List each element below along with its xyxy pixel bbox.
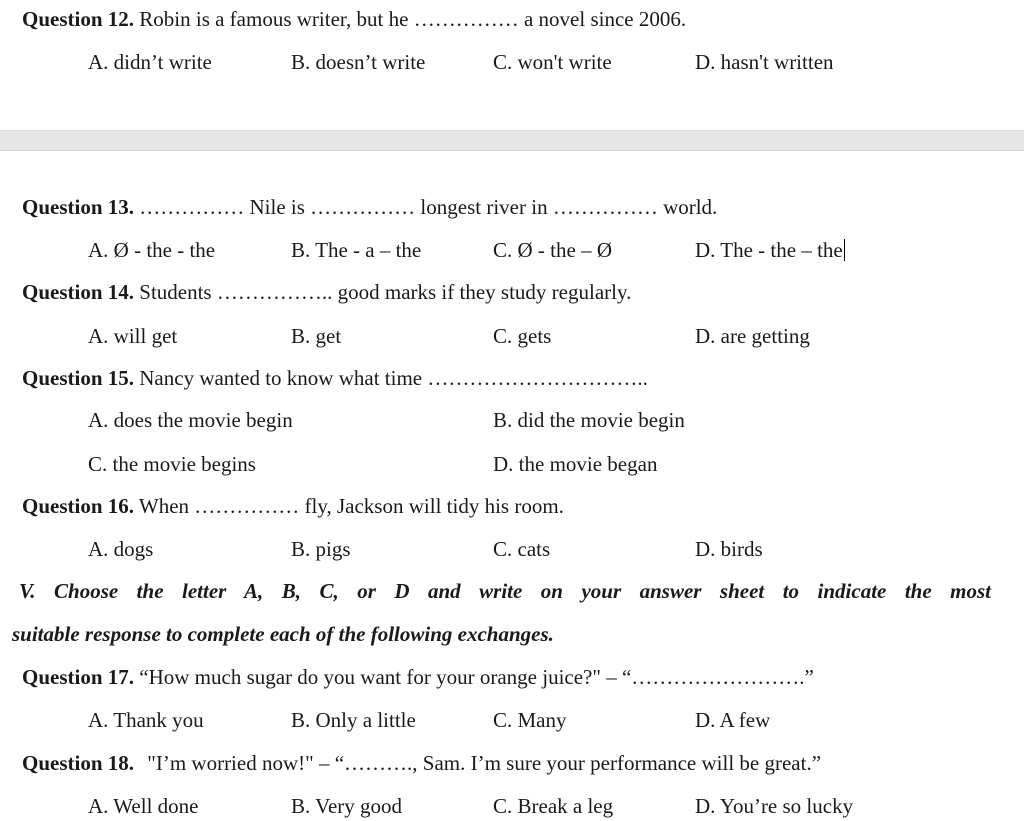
question-14: [22, 280, 631, 304]
option-a: A. didn’t write: [88, 50, 212, 74]
question-12: [22, 7, 686, 31]
option-a: A. will get: [88, 324, 178, 348]
option-a: A. Well done: [88, 794, 199, 818]
option-c: C. Ø - the – Ø: [493, 238, 612, 262]
option-b: B. Only a little: [291, 708, 416, 732]
option-d: D. birds: [695, 537, 763, 561]
question-text: Students …………….. good marks if they study regularly.: [139, 280, 632, 304]
option-a: A. Thank you: [88, 708, 204, 732]
question-text: “How much sugar do you want for your orange juice?" – “…………………….”: [139, 665, 814, 689]
option-d: D. The - the – the: [695, 238, 843, 262]
question-number: Question 12.: [22, 7, 135, 31]
page-break-separator: [0, 130, 1024, 151]
option-c: C. Many: [493, 708, 567, 732]
option-d: D. are getting: [695, 324, 810, 348]
question-15: [22, 366, 648, 390]
option-b: B. pigs: [291, 537, 351, 561]
option-c: C. Break a leg: [493, 794, 614, 818]
question-number: Question 14.: [22, 280, 135, 304]
option-d: D. hasn't written: [695, 50, 834, 74]
option-d: D. the movie began: [493, 452, 658, 476]
question-17: [22, 665, 814, 689]
question-number: Question 13.: [22, 195, 135, 219]
option-b: B. did the movie begin: [493, 408, 685, 432]
question-number: Question 18.: [22, 751, 135, 775]
question-text: Nancy wanted to know what time …………………………..: [139, 366, 648, 390]
question-number: Question 17.: [22, 665, 135, 689]
question-number: Question 16.: [22, 494, 135, 518]
option-b: B. The - a – the: [291, 238, 422, 262]
question-text: …………… Nile is …………… longest river in …………… world.: [139, 195, 718, 219]
option-b: B. doesn’t write: [291, 50, 426, 74]
question-text: When …………… fly, Jackson will tidy his room.: [138, 494, 564, 518]
option-c: C. won't write: [493, 50, 612, 74]
question-13: [22, 195, 717, 219]
question-text: "I’m worried now!" – “………., Sam. I’m sure your performance will be great.”: [147, 751, 822, 775]
option-d: D. You’re so lucky: [695, 794, 854, 818]
option-a: A. does the movie begin: [88, 408, 293, 432]
question-18: [22, 751, 821, 775]
section-v-instruction-line-2: suitable response to complete each of the following exchanges.: [12, 622, 554, 646]
option-c: C. cats: [493, 537, 551, 561]
option-b: B. get: [291, 324, 342, 348]
option-c: C. the movie begins: [88, 452, 256, 476]
option-d: D. A few: [695, 708, 771, 732]
option-a: A. Ø - the - the: [88, 238, 216, 262]
option-a: A. dogs: [88, 537, 154, 561]
text-cursor: [844, 239, 845, 261]
section-v-instruction-line-1: V. Choose the letter A, B, C, or D and write on your answer sheet to indicate the most: [19, 579, 991, 603]
option-b: B. Very good: [291, 794, 403, 818]
question-text: Robin is a famous writer, but he …………… a novel since 2006.: [139, 7, 687, 31]
option-c: C. gets: [493, 324, 552, 348]
question-number: Question 15.: [22, 366, 135, 390]
option-d-with-caret: [695, 238, 845, 262]
question-16: [22, 494, 564, 518]
